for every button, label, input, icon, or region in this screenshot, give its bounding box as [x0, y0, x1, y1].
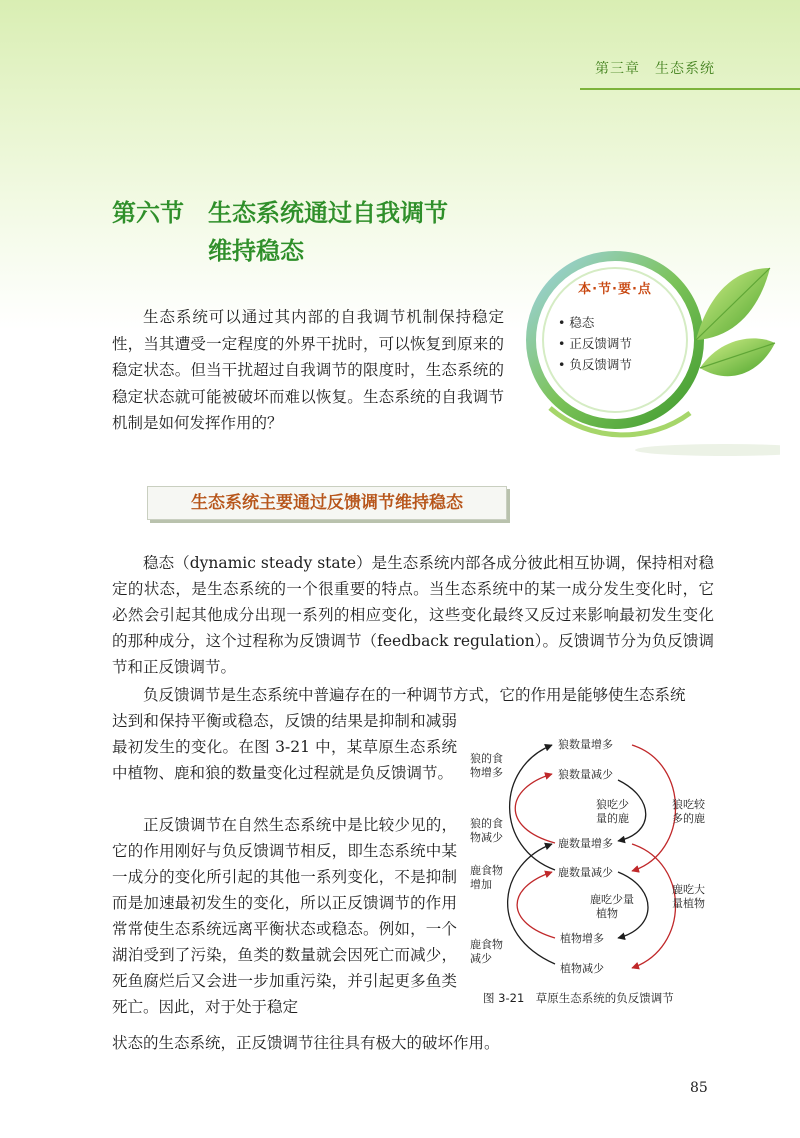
- label-wolf-food-down-2: 物减少: [470, 831, 503, 844]
- arrow-deer-up-to-wolf-down: [515, 774, 555, 843]
- node-wolf-down: 狼数量减少: [558, 768, 613, 781]
- subheading: 生态系统主要通过反馈调节维持稳态: [191, 493, 463, 513]
- node-deer-down: 鹿数量减少: [558, 866, 613, 879]
- node-plant-down: 植物减少: [560, 962, 604, 975]
- node-wolf-up: 狼数量增多: [558, 738, 613, 751]
- label-deer-food-up-2: 增加: [470, 878, 492, 891]
- label-wolf-eat-more-2: 多的鹿: [672, 812, 705, 825]
- body-paragraph-3: 达到和保持平衡或稳态，反馈的结果是抑制和减弱最初发生的变化。在图 3-21 中，某草原生态系统中植物、鹿和狼的数量变化过程就是负反馈调节。: [112, 712, 457, 782]
- label-deer-eat-less: 鹿吃少量: [590, 893, 634, 906]
- header-rule: [580, 88, 800, 90]
- key-point-item: • 负反馈调节: [558, 354, 632, 375]
- body-paragraph-2: 负反馈调节是生态系统中普遍存在的一种调节方式，它的作用是能够使生态系统: [143, 686, 686, 704]
- label-wolf-eat-less-2: 量的鹿: [596, 812, 629, 825]
- label-wolf-food-up: 狼的食: [470, 752, 503, 765]
- intro-paragraph: 生态系统可以通过其内部的自我调节机制保持稳定性，当其遭受一定程度的外界干扰时，可以恢复到原来的稳定状态。但当干扰超过自我调节的限度时，生态系统的稳定状态就可能被破坏而难以恢复。生态系统的自我调节机制是如何发挥作用的？: [112, 308, 504, 432]
- key-points-title: 本·节·要·点: [578, 282, 652, 297]
- arrow-deer-up-to-plant-down: [632, 844, 676, 968]
- chapter-header: [580, 52, 800, 90]
- node-plant-up: 植物增多: [560, 932, 604, 945]
- feedback-diagram: [460, 728, 730, 1018]
- label-wolf-eat-less: 狼吃少: [596, 798, 629, 811]
- key-points-list: [558, 312, 632, 375]
- arrow-plant-down-to-deer-up: [508, 844, 555, 964]
- body-paragraph-1: 稳态（dynamic steady state）是生态系统内部各成分彼此相互协调，保持相对稳定的状态，是生态系统的一个很重要的特点。当生态系统中的某一成分发生变化时，它必然会引起其他成分出现一系列的相应变化，这些变化最终又反过来影响最初发生变化的那种成分，这个过程称为反馈调节（feedback regulation）。反馈调节分为负反馈调节和正反馈调节。: [112, 554, 714, 676]
- key-point-item: • 正反馈调节: [558, 333, 632, 354]
- label-deer-food-down-2: 减少: [470, 952, 492, 965]
- figure-caption: 图 3-21 草原生态系统的负反馈调节: [483, 991, 674, 1005]
- label-wolf-food-up-2: 物增多: [470, 766, 503, 779]
- section-number: 第六节: [112, 199, 184, 227]
- arrow-deer-down-to-wolf-up: [510, 745, 555, 870]
- label-deer-eat-more-2: 量植物: [672, 897, 705, 910]
- body-paragraph-4: 正反馈调节在自然生态系统中是比较少见的，它的作用刚好与负反馈调节相反，即生态系统中某一成分的变化所引起的其他一系列变化，不是抑制而是加速最初发生的变化，所以正反馈调节的作用常常使生态系统远离平衡状态或稳态。例如，一个湖泊受到了污染，鱼类的数量就会因死亡而减少，死鱼腐烂后又会进一步加重污染，并引起更多鱼类死亡。因此，对于处于稳定: [112, 816, 457, 1016]
- arrow-plant-up-to-deer-down: [517, 872, 555, 938]
- arrow-wolf-up-to-deer-down: [632, 745, 676, 871]
- subheading-box: [147, 486, 507, 520]
- key-points-panel: [520, 228, 780, 468]
- node-deer-up: 鹿数量增多: [558, 837, 613, 850]
- label-deer-eat-more: 鹿吃大: [672, 883, 705, 896]
- section-title-line2: 维持稳态: [208, 237, 304, 265]
- label-deer-food-down: 鹿食物: [470, 938, 503, 951]
- key-point-item: • 稳态: [558, 312, 632, 333]
- label-wolf-food-down: 狼的食: [470, 817, 503, 830]
- feedback-diagram-svg: [460, 728, 730, 988]
- section-title: [112, 194, 448, 265]
- chapter-label: 第三章 生态系统: [595, 61, 715, 77]
- page-number: 85: [690, 1080, 708, 1096]
- body-paragraph-5: 状态的生态系统，正反馈调节往往具有极大的破坏作用。: [112, 1034, 500, 1052]
- label-deer-food-up: 鹿食物: [470, 864, 503, 877]
- label-deer-eat-less-2: 植物: [596, 907, 618, 920]
- section-title-line1: 生态系统通过自我调节: [208, 199, 448, 227]
- label-wolf-eat-more: 狼吃较: [672, 798, 705, 811]
